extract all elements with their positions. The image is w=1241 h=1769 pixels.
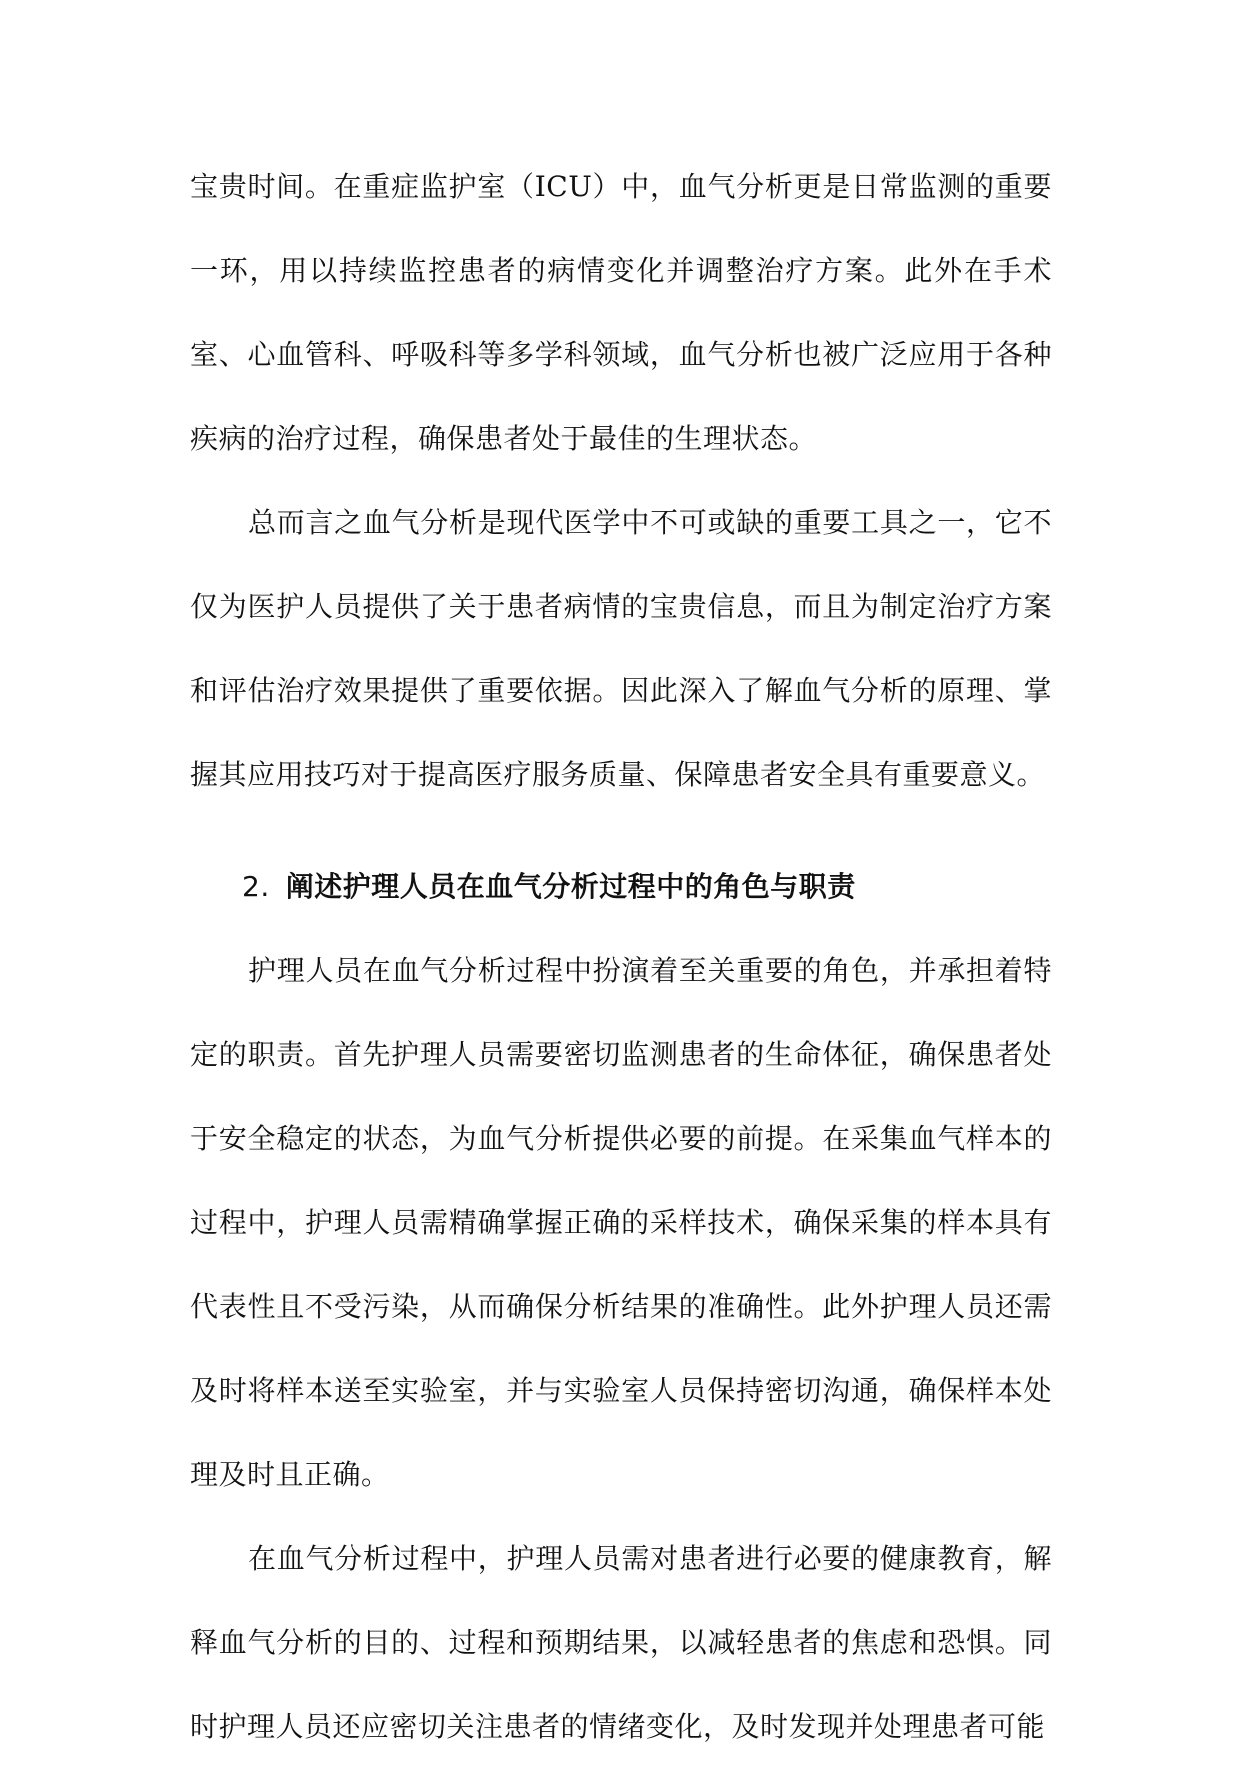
section-number: 2. xyxy=(242,870,270,903)
paragraph-icu-applications: 宝贵时间。在重症监护室（ICU）中，血气分析更是日常监测的重要一环，用以持续监控患者的病情变化并调整治疗方案。此外在手术室、心血管科、呼吸科等多学科领域，血气分析也被广泛应用于各种疾病的治疗过程，确保患者处于最佳的生理状态。 xyxy=(190,170,1052,455)
section-heading xyxy=(190,845,1052,929)
paragraph-health-education: 在血气分析过程中，护理人员需对患者进行必要的健康教育，解释血气分析的目的、过程和预期结果，以减轻患者的焦虑和恐惧。同时护理人员还应密切关注患者的情绪变化，及时发现并处理患者可能 xyxy=(190,1542,1052,1743)
paragraph-summary: 总而言之血气分析是现代医学中不可或缺的重要工具之一，它不仅为医护人员提供了关于患者病情的宝贵信息，而且为制定治疗方案和评估治疗效果提供了重要依据。因此深入了解血气分析的原理、掌握其应用技巧对于提高医疗服务质量、保障患者安全具有重要意义。 xyxy=(190,506,1052,791)
section-title: 阐述护理人员在血气分析过程中的角色与职责 xyxy=(285,870,856,903)
paragraph-nurse-role: 护理人员在血气分析过程中扮演着至关重要的角色，并承担着特定的职责。首先护理人员需要密切监测患者的生命体征，确保患者处于安全稳定的状态，为血气分析提供必要的前提。在采集血气样本的过程中，护理人员需精确掌握正确的采样技术，确保采集的样本具有代表性且不受污染，从而确保分析结果的准确性。此外护理人员还需及时将样本送至实验室，并与实验室人员保持密切沟通，确保样本处理及时且正确。 xyxy=(190,954,1052,1491)
document-body xyxy=(190,145,1052,1769)
